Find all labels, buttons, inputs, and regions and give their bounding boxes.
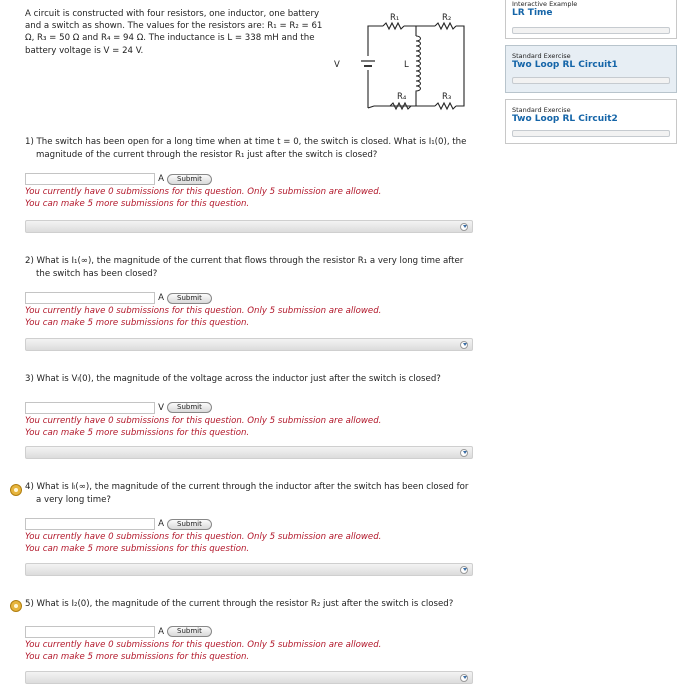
sidebar-item-title[interactable]: Two Loop RL Circuit1 (512, 60, 618, 70)
expand-icon[interactable] (460, 674, 468, 682)
answer-row (25, 172, 470, 186)
question-text: 3) What is Vₗ(0), the magnitude of the voltage across the inductor just after the switch is closed? (25, 374, 441, 384)
remaining-submissions-message: You can make 5 more submissions for this question. (25, 318, 250, 329)
resistor-r2-symbol (435, 23, 456, 29)
submission-count-message: You currently have 0 submissions for this question. Only 5 submission are allowed. (25, 306, 382, 317)
submit-button[interactable]: Submit (167, 519, 212, 530)
sidebar-item-two-loop-rl-circuit2[interactable] (505, 99, 677, 144)
answer-input[interactable] (25, 402, 155, 414)
submission-count-message: You currently have 0 submissions for this question. Only 5 submission are allowed. (25, 532, 382, 543)
switch-lever (368, 106, 374, 108)
sidebar-item-kind: Interactive Example (512, 0, 578, 8)
hint-bar[interactable] (25, 338, 473, 351)
problem-statement: A circuit is constructed with four resistors, one inductor, one battery and a switch as shown. The values for the resistors are: R₁ = R₂ = 61 Ω, R₃ = 50 Ω and R₄ = 94 Ω. The inductance is L = 338 mH and the battery voltage is V = 24 V. (25, 9, 323, 56)
question-status-icon (10, 600, 22, 612)
answer-input[interactable] (25, 173, 155, 185)
question-5 (25, 598, 470, 663)
question-text: 1) The switch has been open for a long time when at time t = 0, the switch is closed. What is I₁(0), the magnitude of the current through the resistor R₁ just after the switch is closed? (25, 137, 467, 160)
expand-icon[interactable] (460, 223, 468, 231)
question-status-icon (10, 484, 22, 496)
unit-label: A (158, 293, 164, 304)
question-text: 5) What is I₂(0), the magnitude of the current through the resistor R₂ just after the switch is closed? (25, 599, 454, 609)
remaining-submissions-message: You can make 5 more submissions for this question. (25, 544, 250, 555)
submit-button[interactable]: Submit (167, 402, 212, 413)
hint-bar[interactable] (25, 446, 473, 459)
remaining-submissions-message: You can make 5 more submissions for this question. (25, 427, 250, 438)
submission-count-message: You currently have 0 submissions for this question. Only 5 submission are allowed. (25, 415, 382, 426)
unit-label: A (158, 519, 164, 530)
answer-row (25, 625, 470, 639)
hint-bar[interactable] (25, 671, 473, 684)
circuit-diagram (330, 8, 480, 116)
hint-bar[interactable] (25, 220, 473, 233)
sidebar-item-bar (512, 77, 670, 84)
answer-row (25, 291, 470, 305)
answer-input[interactable] (25, 292, 155, 304)
resistor-r3-symbol (435, 103, 456, 109)
answer-input[interactable] (25, 626, 155, 638)
question-text: 4) What is Iₗ(∞), the magnitude of the current through the inductor after the switch has been closed for a very long time? (25, 482, 469, 505)
sidebar-item-kind: Standard Exercise (512, 106, 571, 114)
expand-icon[interactable] (460, 341, 468, 349)
answer-input[interactable] (25, 518, 155, 530)
expand-icon[interactable] (460, 566, 468, 574)
hint-bar[interactable] (25, 563, 473, 576)
label-r4: R₄ (397, 92, 407, 102)
sidebar-item-two-loop-rl-circuit1[interactable] (505, 45, 677, 93)
unit-label: A (158, 626, 164, 637)
label-l: L (404, 60, 409, 70)
expand-icon[interactable] (460, 449, 468, 457)
inductor-coil (416, 36, 421, 97)
unit-label: V (158, 402, 164, 413)
submit-button[interactable]: Submit (167, 293, 212, 304)
remaining-submissions-message: You can make 5 more submissions for this question. (25, 651, 250, 662)
label-r3: R₃ (442, 92, 452, 102)
submission-count-message: You currently have 0 submissions for this question. Only 5 submission are allowed. (25, 187, 382, 198)
sidebar-item-bar (512, 130, 670, 137)
label-r1: R₁ (390, 13, 400, 23)
question-2 (25, 255, 470, 329)
sidebar-item-title[interactable]: Two Loop RL Circuit2 (512, 114, 618, 124)
submission-count-message: You currently have 0 submissions for this question. Only 5 submission are allowed. (25, 639, 382, 650)
answer-row (25, 401, 470, 415)
remaining-submissions-message: You can make 5 more submissions for this question. (25, 199, 250, 210)
submit-button[interactable]: Submit (167, 626, 212, 637)
sidebar-item-bar (512, 27, 670, 34)
sidebar-item-kind: Standard Exercise (512, 52, 571, 60)
related-exercises-sidebar (505, 0, 677, 150)
unit-label: A (158, 174, 164, 185)
label-r2: R₂ (442, 13, 452, 23)
label-v: V (334, 60, 340, 70)
resistor-r1-symbol (383, 23, 404, 29)
question-1 (25, 136, 470, 210)
question-4 (25, 481, 470, 555)
submit-button[interactable]: Submit (167, 174, 212, 185)
question-3 (25, 373, 470, 439)
sidebar-item-lr-time[interactable] (505, 0, 677, 39)
sidebar-item-title[interactable]: LR Time (512, 8, 553, 18)
answer-row (25, 517, 470, 531)
question-text: 2) What is I₁(∞), the magnitude of the current that flows through the resistor R₁ a very long time after the switch has been closed? (25, 256, 464, 279)
